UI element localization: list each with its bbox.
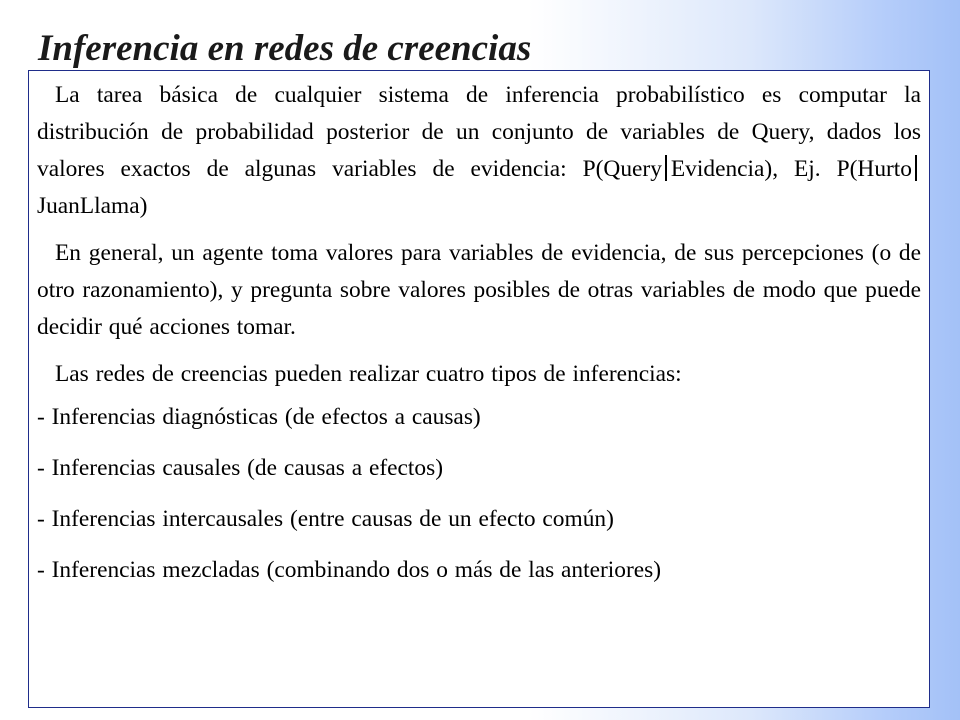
list-item: - Inferencias causales (de causas a efectos) <box>37 455 444 481</box>
list-item: - Inferencias mezcladas (combinando dos o más de las anteriores) <box>37 557 662 583</box>
list-item: - Inferencias intercausales (entre causas de un efecto común) <box>37 506 614 532</box>
paragraph-text: Evidencia), Ej. P(Hurto <box>670 156 912 182</box>
paragraph-posterior-distribution <box>37 77 921 225</box>
content-box <box>28 70 930 708</box>
conditional-bar-icon <box>915 155 917 181</box>
paragraph-text: La tarea básica de cualquier sistema de inferencia probabilístico es computar la distribución de probabilidad posterior de un conjunto de variables de Query, dados los valores exactos de algunas variables de evidencia: P(Query <box>37 82 921 182</box>
paragraph-text: JuanLlama) <box>37 193 148 219</box>
list-item: - Inferencias diagnósticas (de efectos a causas) <box>37 404 481 430</box>
slide-title: Inferencia en redes de creencias <box>38 28 532 69</box>
paragraph-inference-types: Las redes de creencias pueden realizar cuatro tipos de inferencias: <box>55 361 682 387</box>
paragraph-agent: En general, un agente toma valores para variables de evidencia, de sus percepciones (o de otro razonamiento), y pregunta sobre valores posibles de otras variables de modo que puede decidir qué acciones tomar. <box>37 240 921 340</box>
conditional-bar-icon <box>665 155 667 181</box>
